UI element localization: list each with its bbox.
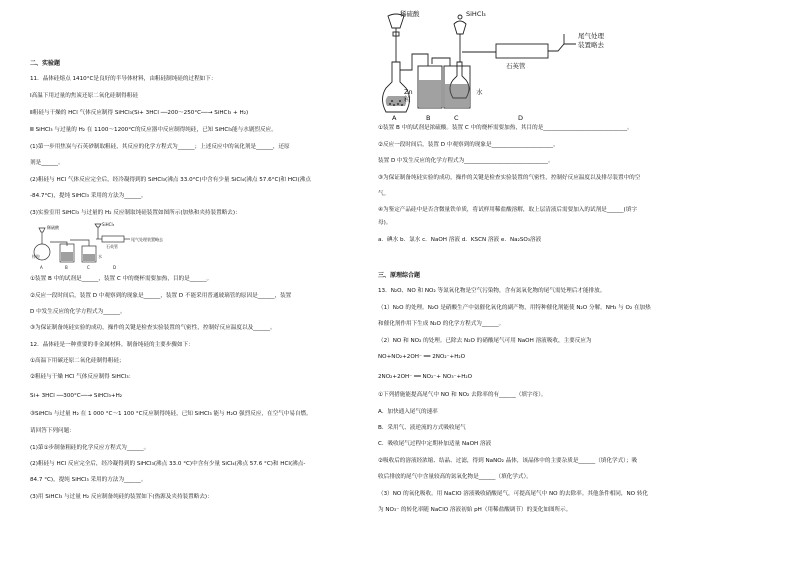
q12-step3: ③SiHCl₃ 与过量 H₂ 在 1 000 °C～1 100 °C反应制得纯硅，已知 SiHCl₃ 能与 H₂O 强烈反应，在空气中易自燃。: [30, 411, 312, 417]
q13-equation-2: 2NO₂+2OH⁻ ══ NO₂⁻+ NO₃⁻+H₂O: [378, 374, 473, 380]
q12-d4-cont: 母)。: [378, 220, 392, 226]
q11-part1: (1)第一步用焦炭与石英砂制取粗硅，其反应的化学方程式为______；上述反应中的氧化剂是______，还原: [30, 144, 290, 150]
fig2-label-tail-1: 尾气处理: [578, 32, 604, 40]
left-column: [30, 0, 375, 562]
apparatus-figure: [378, 4, 608, 122]
q13-part3-cont: 为 NO₃⁻ 的转化率随 NaClO 溶液初始 pH（用稀盐酸调节）的变化如图所示。: [378, 507, 572, 513]
q11-part2-cont: -84.7°C)，提纯 SiHCl₃ 采用的方法为______。: [30, 193, 147, 199]
fig2-label-grain: 粒: [404, 95, 411, 103]
q13-sub1: ①下列措施能提高尾气中 NO 和 NO₂ 去除率的有______（填字母）。: [378, 392, 547, 398]
fig1-label-tube: 石英管: [106, 244, 118, 249]
q12-options: a．碘水 b．氯水 c．NaOH 溶液 d．KSCN 溶液 e．Na₂SO₃溶液: [378, 237, 542, 243]
fig2-label-acid: 稀硫酸: [400, 10, 420, 18]
q13-part1-cont: 和催化剂作用下生成 N₂O 的化学方程式为______。: [378, 321, 505, 327]
fig1-label-zn: 锌粒: [32, 254, 40, 259]
section-title-experiment: 二、实验题: [30, 60, 61, 67]
q12-d3: ③为保证制备纯硅实验的成功，操作的关键是检查实验装置的气密性，控制好反应温度以及排尽装置中的空: [378, 175, 641, 181]
fig1-letter-a: A: [40, 265, 43, 270]
q12-d2-cont: 装置 D 中发生反应的化学方程式为______________________________。: [378, 158, 554, 164]
fig2-letter-b: B: [426, 114, 431, 122]
section-title-principle: 三、原理综合题: [378, 272, 421, 279]
q12-step1: ①高温下用碳还原二氧化硅制得粗硅；: [30, 358, 125, 364]
fig2-letter-a: A: [392, 114, 397, 122]
q13-option-c: C．吸收尾气过程中定期补加适量 NaOH 溶液: [378, 441, 492, 447]
q11-d3: ③为保证制备纯硅实验的成功，操作的关键是检查实验装置的气密性，控制好反应温度以及______。: [30, 325, 276, 331]
q12-part3: (3)用 SiHCl₃ 与过量 H₂ 反应制备纯硅的装置如下(热源及夹持装置略去)：: [30, 494, 213, 500]
q13-equation-1: NO+NO₂+2OH⁻ ══ 2NO₂⁻+H₂O: [378, 354, 466, 360]
q13-sub2-cont: 收后排放的尾气中含量较高的氮氧化物是______（填化学式）。: [378, 474, 532, 480]
q11-step2: Ⅱ粗硅与干燥的 HCl 气体反应制得 SiHCl₃(Si+ 3HCl ──200～250°C──→ SiHCl₃ + H₂): [30, 110, 249, 116]
q12-intro: 12．晶体硅是一种重要的非金属材料，制备纯硅的主要步骤如下：: [30, 342, 194, 348]
fig1-letter-c: C: [87, 265, 90, 270]
q11-d2: ②反应一段时间后，装置 D 中观察到的现象是______，装置 D 不能采用普通玻璃管的原因是______，装置: [30, 293, 292, 299]
fig2-label-zn: Zn: [404, 88, 413, 96]
q11-d1: ①装置 B 中的试剂是______，装置 C 中的烧杯需要加热，目的是______。: [30, 276, 213, 282]
q11-part3: (3)实验室用 SiHCl₃ 与过量的 H₂ 反应制取纯硅装置如图所示(加热和夹持装置略去)：: [30, 210, 241, 216]
fig2-label-tail-2: 装置略去: [578, 41, 604, 49]
q12-d2: ②反应一段时间后，装置 D 中观察到的现象是______________________，: [378, 142, 559, 148]
right-column: [378, 0, 768, 562]
q13-part2: （2）NO 和 NO₂ 的处理。已除去 N₂O 的硝酸尾气可用 NaOH 溶液吸收，主要反应为: [378, 338, 592, 344]
fig1-letter-d: D: [113, 265, 117, 270]
q12-d1: ①装置 B 中的试剂是浓硫酸。装置 C 中的烧杯需要加热，其目的是______________________________。: [378, 125, 633, 131]
q11-part1-cont: 剂是______。: [30, 160, 64, 166]
q13-part1: （1）N₂O 的处理。N₂O 是硝酸生产中氨催化氧化的副产物，用特种催化剂能使 N₂O 分解。NH₃ 与 O₂ 在加热: [378, 305, 651, 311]
q11-intro: 11．晶体硅熔点 1410°C是良好的半导体材料，由粗硅制纯硅的过程如下：: [30, 76, 217, 82]
q13-option-a: A．加快通入尾气的速率: [378, 409, 438, 415]
fig2-label-tube: 石英管: [506, 62, 526, 70]
q13-part3: （3）NO 的氧化吸收。用 NaClO 溶液吸收硝酸尾气，可提高尾气中 NO 的去除率。其他条件相同，NO 转化: [378, 491, 649, 497]
fig2-letter-c: C: [454, 114, 459, 122]
q12-part1: (1)第①步制备粗硅的化学反应方程式为______。: [30, 445, 150, 451]
fig1-label-reagent: SiHCl₃: [102, 222, 115, 227]
q13-intro: 13．N₂O、NO 和 NO₂ 等氮氧化物是空气污染物，含有氮氧化物的尾气需处理后才能排放。: [378, 288, 606, 294]
apparatus-figure-small: [30, 222, 170, 272]
q13-option-b: B．采用气、液逆流的方式吸收尾气: [378, 425, 466, 431]
fig1-letter-b: B: [65, 265, 68, 270]
q11-part2: (2)粗硅与 HCl 气体反应完全后，经冷凝得到的 SiHCl₃(沸点 33.0°C)中含有少量 SiCl₄(沸点 57.6°C)和 HCl(沸点: [30, 177, 311, 183]
fig2-label-reagent: SiHCl₃: [466, 10, 486, 18]
q12-ask: 请回答下列问题：: [30, 428, 75, 434]
q12-step2: ②粗硅与干燥 HCl 气体反应制得 SiHCl₃：: [30, 374, 135, 380]
q12-d4: ④为鉴定产品硅中是否含微量铁单质，将试样用稀盐酸溶解，取上层清液后需要加入的试剂是______(填字: [378, 207, 637, 213]
q11-step3: Ⅲ SiHCl₃ 与过量的 H₂ 在 1100～1200°C的反应器中反应制得纯硅，已知 SiHCl₃能与水剧烈反应。: [30, 127, 277, 133]
q12-part2-cont: 84.7 °C)，提纯 SiHCl₃ 采用的方法为______。: [30, 477, 147, 483]
q13-sub2: ②吸收后的溶液经浓缩、结晶、过滤，得到 NaNO₂ 晶体，该晶体中的主要杂质是______（填化学式）；吸: [378, 458, 638, 464]
fig2-letter-d: D: [518, 114, 524, 122]
q12-part2: (2)粗硅与 HCl 反应完全后，经冷凝得到的 SiHCl₃(沸点 33.0 °C)中含有少量 SiCl₄(沸点 57.6 °C)和 HCl(沸点-: [30, 461, 306, 467]
q11-step1: Ⅰ高温下用过量的焦炭还原二氧化硅制得粗硅: [30, 93, 138, 99]
fig2-label-water: 水: [476, 88, 483, 96]
fig1-label-acid: 稀硫酸: [47, 225, 59, 230]
fig1-label-water: 水: [98, 254, 102, 259]
q12-equation: Si+ 3HCl ──300°C──→ SiHCl₃+H₂: [30, 393, 123, 399]
q11-d2-cont: D 中发生反应的化学方程式为______。: [30, 309, 126, 315]
q12-d3-cont: 气。: [378, 191, 390, 197]
fig1-label-tail: 尾气处理装置略去: [131, 237, 163, 242]
